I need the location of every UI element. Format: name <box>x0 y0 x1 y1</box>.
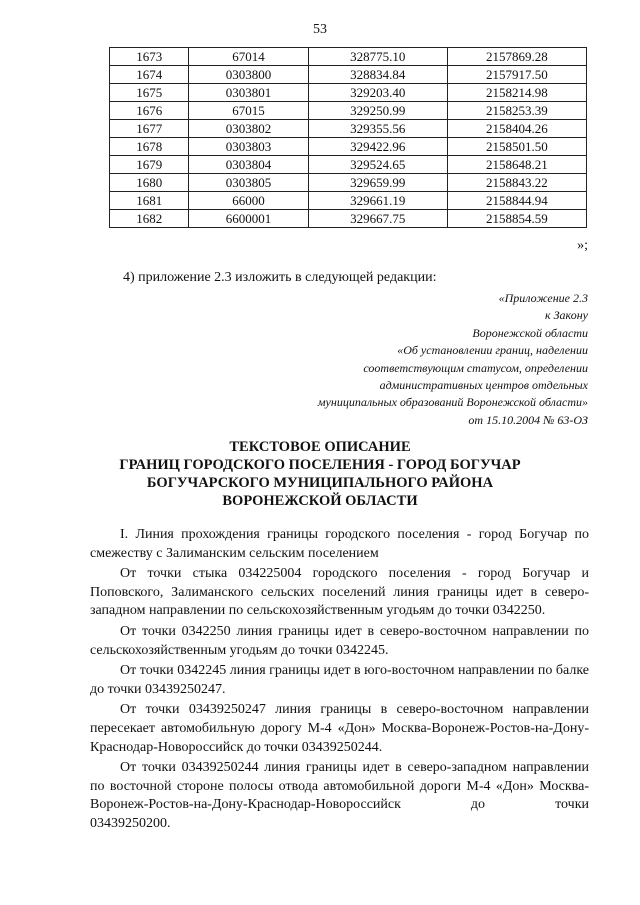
point-index: 1679 <box>110 156 189 174</box>
point-id: 0303804 <box>189 156 308 174</box>
point-id: 66000 <box>189 192 308 210</box>
table-closing-quote: »; <box>577 238 588 253</box>
coord-x: 328775.10 <box>308 48 447 66</box>
table-row <box>110 48 587 66</box>
appendix-line: муниципальных образований Воронежской области» <box>317 395 588 410</box>
coord-x: 328834.84 <box>308 66 447 84</box>
table-row <box>110 192 587 210</box>
paragraph: От точки 03439250244 линия границы идет в северо-западном направлении по восточной стороне полосы отвода автомобильной дороги М-4 «Дон» Москва-Воронеж-Ростов-на-Дону-Краснодар-Новороссийск до точки <box>90 760 589 813</box>
point-index: 1678 <box>110 138 189 156</box>
coord-x: 329422.96 <box>308 138 447 156</box>
table-row <box>110 210 587 228</box>
table-row <box>110 174 587 192</box>
coord-y: 2158843.22 <box>447 174 586 192</box>
appendix-reference <box>248 290 588 429</box>
coord-y: 2157917.50 <box>447 66 586 84</box>
coord-x: 329667.75 <box>308 210 447 228</box>
point-id: 0303803 <box>189 138 308 156</box>
coordinates-table <box>109 47 587 228</box>
point-id: 0303801 <box>189 84 308 102</box>
paragraph: I. Линия прохождения границы городского поселения - город Богучар по смежеству с Залиманским сельским поселением <box>90 527 589 561</box>
appendix-line: от 15.10.2004 № 63-ОЗ <box>468 412 588 427</box>
point-id: 67014 <box>189 48 308 66</box>
paragraph: От точки 03439250247 линия границы в северо-восточном направлении пересекает автомобильную дорогу М-4 «Дон» Москва-Воронеж-Ростов-на-Дону-Краснодар-Новороссийск до точки 03439250244. <box>90 702 589 755</box>
coord-y: 2158844.94 <box>447 192 586 210</box>
appendix-line: «Приложение 2.3 <box>498 291 588 305</box>
appendix-line: «Об установлении границ, наделении <box>397 343 588 358</box>
coord-x: 329524.65 <box>308 156 447 174</box>
amendment-item-4: 4) приложение 2.3 изложить в следующей редакции: <box>123 270 437 285</box>
coord-y: 2158648.21 <box>447 156 586 174</box>
point-index: 1673 <box>110 48 189 66</box>
table-row <box>110 138 587 156</box>
heading-line: ГРАНИЦ ГОРОДСКОГО ПОСЕЛЕНИЯ - ГОРОД БОГУЧАР <box>119 457 521 473</box>
table-row <box>110 84 587 102</box>
point-id: 0303802 <box>189 120 308 138</box>
appendix-line: соответствующим статусом, определении <box>363 360 588 375</box>
point-index: 1676 <box>110 102 189 120</box>
table-row <box>110 102 587 120</box>
point-index: 1682 <box>110 210 189 228</box>
coord-x: 329659.99 <box>308 174 447 192</box>
point-id: 0303800 <box>189 66 308 84</box>
point-id: 6600001 <box>189 210 308 228</box>
paragraph: От точки стыка 034225004 городского поселения - город Богучар и Поповского, Залиманского сельских поселений линия границы идет в северо-западном направлении по сельскохозяйственным угодьям до точки 0342250. <box>90 566 589 619</box>
point-index: 1677 <box>110 120 189 138</box>
table-row <box>110 156 587 174</box>
point-id: 67015 <box>189 102 308 120</box>
point-index: 1674 <box>110 66 189 84</box>
coord-x: 329355.56 <box>308 120 447 138</box>
heading-line: БОГУЧАРСКОГО МУНИЦИПАЛЬНОГО РАЙОНА <box>146 475 494 491</box>
appendix-line: Воронежской области <box>472 325 588 340</box>
point-id: 0303805 <box>189 174 308 192</box>
coord-x: 329250.99 <box>308 102 447 120</box>
heading-line: ВОРОНЕЖСКОЙ ОБЛАСТИ <box>222 493 418 509</box>
coord-y: 2158404.26 <box>447 120 586 138</box>
coord-x: 329203.40 <box>308 84 447 102</box>
paragraph-continuation: 03439250200. <box>90 815 171 831</box>
coord-y: 2158253.39 <box>447 102 586 120</box>
coord-y: 2157869.28 <box>447 48 586 66</box>
document-body <box>90 526 589 834</box>
paragraph: От точки 0342250 линия границы идет в северо-восточном направлении по сельскохозяйственным угодьям до точки 0342245. <box>90 623 589 658</box>
coord-y: 2158214.98 <box>447 84 586 102</box>
page-number: 53 <box>313 22 327 37</box>
appendix-line: административных центров отдельных <box>379 378 588 393</box>
coord-y: 2158501.50 <box>447 138 586 156</box>
point-index: 1675 <box>110 84 189 102</box>
table-row <box>110 120 587 138</box>
section-heading <box>0 438 640 510</box>
coord-y: 2158854.59 <box>447 210 586 228</box>
point-index: 1680 <box>110 174 189 192</box>
point-index: 1681 <box>110 192 189 210</box>
paragraph: От точки 0342245 линия границы идет в юго-восточном направлении по балке до точки 03439250247. <box>90 663 589 697</box>
coord-x: 329661.19 <box>308 192 447 210</box>
table-row <box>110 66 587 84</box>
heading-line: ТЕКСТОВОЕ ОПИСАНИЕ <box>229 439 411 455</box>
appendix-line: к Закону <box>545 308 588 323</box>
